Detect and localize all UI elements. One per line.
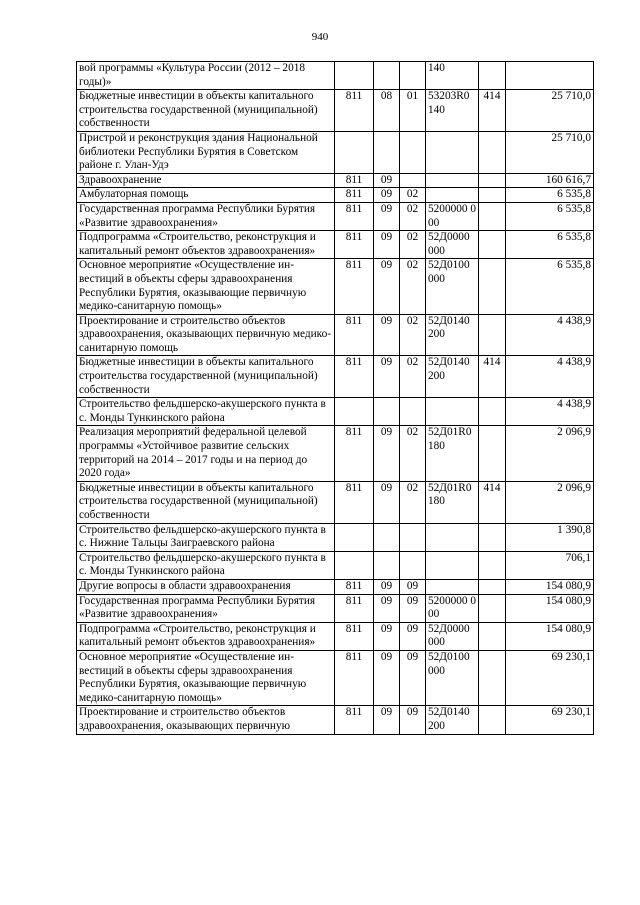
- subsection-code-cell: 09: [400, 622, 426, 650]
- row-name-cell: Амбулаторная помощь: [77, 188, 335, 203]
- subsection-code-cell: 09: [400, 650, 426, 705]
- section-code-cell: [374, 551, 400, 579]
- target-article-cell: 52Д0100 000: [426, 259, 479, 314]
- amount-cell: 69 230,1: [506, 650, 594, 705]
- table-row: [77, 650, 594, 705]
- subsection-code-cell: [400, 551, 426, 579]
- table-row: [77, 314, 594, 356]
- amount-cell: 25 710,0: [506, 131, 594, 173]
- subsection-code-cell: [400, 62, 426, 90]
- grbs-code-cell: 811: [335, 481, 374, 523]
- section-code-cell: 09: [374, 188, 400, 203]
- grbs-code-cell: 811: [335, 90, 374, 132]
- section-code-cell: 09: [374, 481, 400, 523]
- expense-type-cell: [479, 231, 506, 259]
- table-row: [77, 426, 594, 481]
- grbs-code-cell: 811: [335, 188, 374, 203]
- row-name-cell: Строительство фельдшерско-акушерского пункта в с. Монды Тункинского района: [77, 398, 335, 426]
- amount-cell: 69 230,1: [506, 706, 594, 734]
- table-row: [77, 90, 594, 132]
- target-article-cell: 52Д0000 000: [426, 231, 479, 259]
- target-article-cell: 52Д0000 000: [426, 622, 479, 650]
- amount-cell: 25 710,0: [506, 90, 594, 132]
- section-code-cell: [374, 62, 400, 90]
- target-article-cell: 52Д01R0 180: [426, 426, 479, 481]
- grbs-code-cell: 811: [335, 202, 374, 230]
- subsection-code-cell: 09: [400, 594, 426, 622]
- section-code-cell: 09: [374, 622, 400, 650]
- amount-cell: 6 535,8: [506, 231, 594, 259]
- amount-cell: 4 438,9: [506, 356, 594, 398]
- table-row: [77, 622, 594, 650]
- table-row: [77, 356, 594, 398]
- subsection-code-cell: [400, 173, 426, 188]
- expense-type-cell: [479, 551, 506, 579]
- amount-cell: 706,1: [506, 551, 594, 579]
- section-code-cell: 08: [374, 90, 400, 132]
- row-name-cell: Строительство фельдшерско-акушерского пункта в с. Монды Тункинского района: [77, 551, 335, 579]
- section-code-cell: 09: [374, 314, 400, 356]
- grbs-code-cell: 811: [335, 231, 374, 259]
- row-name-cell: Другие вопросы в области здравоохранения: [77, 579, 335, 594]
- expense-type-cell: [479, 259, 506, 314]
- subsection-code-cell: [400, 131, 426, 173]
- section-code-cell: 09: [374, 173, 400, 188]
- section-code-cell: 09: [374, 231, 400, 259]
- grbs-code-cell: [335, 551, 374, 579]
- target-article-cell: 52Д0140 200: [426, 314, 479, 356]
- row-name-cell: вой программы «Культура России (2012 – 2018 годы)»: [77, 62, 335, 90]
- subsection-code-cell: 02: [400, 426, 426, 481]
- row-name-cell: Бюджетные инвестиции в объекты капитального строительства государственной (муниципальной) собственности: [77, 90, 335, 132]
- amount-cell: 4 438,9: [506, 398, 594, 426]
- table-row: [77, 579, 594, 594]
- target-article-cell: 140: [426, 62, 479, 90]
- subsection-code-cell: 02: [400, 202, 426, 230]
- target-article-cell: 52Д0140 200: [426, 706, 479, 734]
- target-article-cell: [426, 188, 479, 203]
- row-name-cell: Здравоохранение: [77, 173, 335, 188]
- amount-cell: 154 080,9: [506, 579, 594, 594]
- subsection-code-cell: [400, 398, 426, 426]
- expense-type-cell: [479, 622, 506, 650]
- expense-type-cell: [479, 188, 506, 203]
- grbs-code-cell: 811: [335, 706, 374, 734]
- row-name-cell: Проектирование и строительство объектов здравоохранения, оказывающих первичную медико-санитарную помощь: [77, 314, 335, 356]
- row-name-cell: Бюджетные инвестиции в объекты капитального строительства государственной (муниципальной) собственности: [77, 481, 335, 523]
- grbs-code-cell: [335, 523, 374, 551]
- grbs-code-cell: [335, 62, 374, 90]
- expense-type-cell: [479, 706, 506, 734]
- table-row: [77, 523, 594, 551]
- section-code-cell: 09: [374, 594, 400, 622]
- table-row: [77, 551, 594, 579]
- section-code-cell: [374, 131, 400, 173]
- row-name-cell: Основное мероприятие «Осуществление инвестиций в объекты сферы здравоохранения Республики Бурятия, оказывающие первичную медико-санитарную помощь»: [77, 259, 335, 314]
- section-code-cell: [374, 398, 400, 426]
- subsection-code-cell: 02: [400, 259, 426, 314]
- expense-type-cell: [479, 131, 506, 173]
- target-article-cell: [426, 551, 479, 579]
- target-article-cell: 52Д0140 200: [426, 356, 479, 398]
- subsection-code-cell: 02: [400, 231, 426, 259]
- expense-type-cell: 414: [479, 356, 506, 398]
- amount-cell: 2 096,9: [506, 426, 594, 481]
- target-article-cell: [426, 398, 479, 426]
- grbs-code-cell: 811: [335, 622, 374, 650]
- table-row: [77, 706, 594, 734]
- expense-type-cell: 414: [479, 481, 506, 523]
- row-name-cell: Государственная программа Республики Бурятия «Развитие здравоохранения»: [77, 594, 335, 622]
- row-name-cell: Реализация мероприятий федеральной целевой программы «Устойчивое развитие сельских территорий на 2014 – 2017 годы и на период до 2020 года»: [77, 426, 335, 481]
- subsection-code-cell: 02: [400, 188, 426, 203]
- grbs-code-cell: 811: [335, 314, 374, 356]
- amount-cell: 6 535,8: [506, 259, 594, 314]
- amount-cell: 160 616,7: [506, 173, 594, 188]
- expense-type-cell: 414: [479, 90, 506, 132]
- table-row: [77, 594, 594, 622]
- row-name-cell: Бюджетные инвестиции в объекты капитального строительства государственной (муниципальной) собственности: [77, 356, 335, 398]
- grbs-code-cell: 811: [335, 259, 374, 314]
- amount-cell: [506, 62, 594, 90]
- amount-cell: 1 390,8: [506, 523, 594, 551]
- subsection-code-cell: 02: [400, 356, 426, 398]
- target-article-cell: [426, 579, 479, 594]
- section-code-cell: 09: [374, 426, 400, 481]
- budget-table: [76, 61, 594, 735]
- table-row: [77, 202, 594, 230]
- row-name-cell: Подпрограмма «Строительство, реконструкция и капитальный ремонт объектов здравоохранения»: [77, 622, 335, 650]
- row-name-cell: Пристрой и реконструкция здания Национальной библиотеки Республики Бурятия в Советском районе г. Улан-Удэ: [77, 131, 335, 173]
- target-article-cell: 5200000 000: [426, 202, 479, 230]
- expense-type-cell: [479, 314, 506, 356]
- section-code-cell: 09: [374, 259, 400, 314]
- table-row: [77, 259, 594, 314]
- amount-cell: 6 535,8: [506, 188, 594, 203]
- section-code-cell: [374, 523, 400, 551]
- subsection-code-cell: 09: [400, 579, 426, 594]
- grbs-code-cell: 811: [335, 173, 374, 188]
- expense-type-cell: [479, 579, 506, 594]
- page-number: 940: [311, 31, 329, 43]
- amount-cell: 2 096,9: [506, 481, 594, 523]
- grbs-code-cell: 811: [335, 650, 374, 705]
- row-name-cell: Основное мероприятие «Осуществление инвестиций в объекты сферы здравоохранения Республики Бурятия, оказывающие первичную медико-санитарную помощь»: [77, 650, 335, 705]
- expense-type-cell: [479, 523, 506, 551]
- amount-cell: 154 080,9: [506, 622, 594, 650]
- subsection-code-cell: 09: [400, 706, 426, 734]
- target-article-cell: 5200000 000: [426, 594, 479, 622]
- expense-type-cell: [479, 62, 506, 90]
- expense-type-cell: [479, 594, 506, 622]
- subsection-code-cell: 02: [400, 481, 426, 523]
- table-row: [77, 173, 594, 188]
- section-code-cell: 09: [374, 579, 400, 594]
- amount-cell: 4 438,9: [506, 314, 594, 356]
- grbs-code-cell: 811: [335, 594, 374, 622]
- target-article-cell: [426, 131, 479, 173]
- table-row: [77, 188, 594, 203]
- table-row: [77, 398, 594, 426]
- grbs-code-cell: [335, 131, 374, 173]
- grbs-code-cell: 811: [335, 356, 374, 398]
- subsection-code-cell: 01: [400, 90, 426, 132]
- target-article-cell: [426, 523, 479, 551]
- grbs-code-cell: 811: [335, 426, 374, 481]
- section-code-cell: 09: [374, 706, 400, 734]
- row-name-cell: Подпрограмма «Строительство, реконструкция и капитальный ремонт объектов здравоохранения»: [77, 231, 335, 259]
- row-name-cell: Государственная программа Республики Бурятия «Развитие здравоохранения»: [77, 202, 335, 230]
- section-code-cell: 09: [374, 650, 400, 705]
- expense-type-cell: [479, 202, 506, 230]
- section-code-cell: 09: [374, 202, 400, 230]
- target-article-cell: 52Д01R0 180: [426, 481, 479, 523]
- amount-cell: 154 080,9: [506, 594, 594, 622]
- section-code-cell: 09: [374, 356, 400, 398]
- target-article-cell: 53203R0 140: [426, 90, 479, 132]
- expense-type-cell: [479, 398, 506, 426]
- grbs-code-cell: [335, 398, 374, 426]
- expense-type-cell: [479, 426, 506, 481]
- table-row: [77, 131, 594, 173]
- subsection-code-cell: 02: [400, 314, 426, 356]
- expense-type-cell: [479, 650, 506, 705]
- target-article-cell: [426, 173, 479, 188]
- target-article-cell: 52Д0100 000: [426, 650, 479, 705]
- table-row: [77, 481, 594, 523]
- table-row: [77, 62, 594, 90]
- expense-type-cell: [479, 173, 506, 188]
- amount-cell: 6 535,8: [506, 202, 594, 230]
- row-name-cell: Проектирование и строительство объектов здравоохранения, оказывающих первичную: [77, 706, 335, 734]
- row-name-cell: Строительство фельдшерско-акушерского пункта в с. Нижние Тальцы Заиграевского района: [77, 523, 335, 551]
- table-row: [77, 231, 594, 259]
- grbs-code-cell: 811: [335, 579, 374, 594]
- subsection-code-cell: [400, 523, 426, 551]
